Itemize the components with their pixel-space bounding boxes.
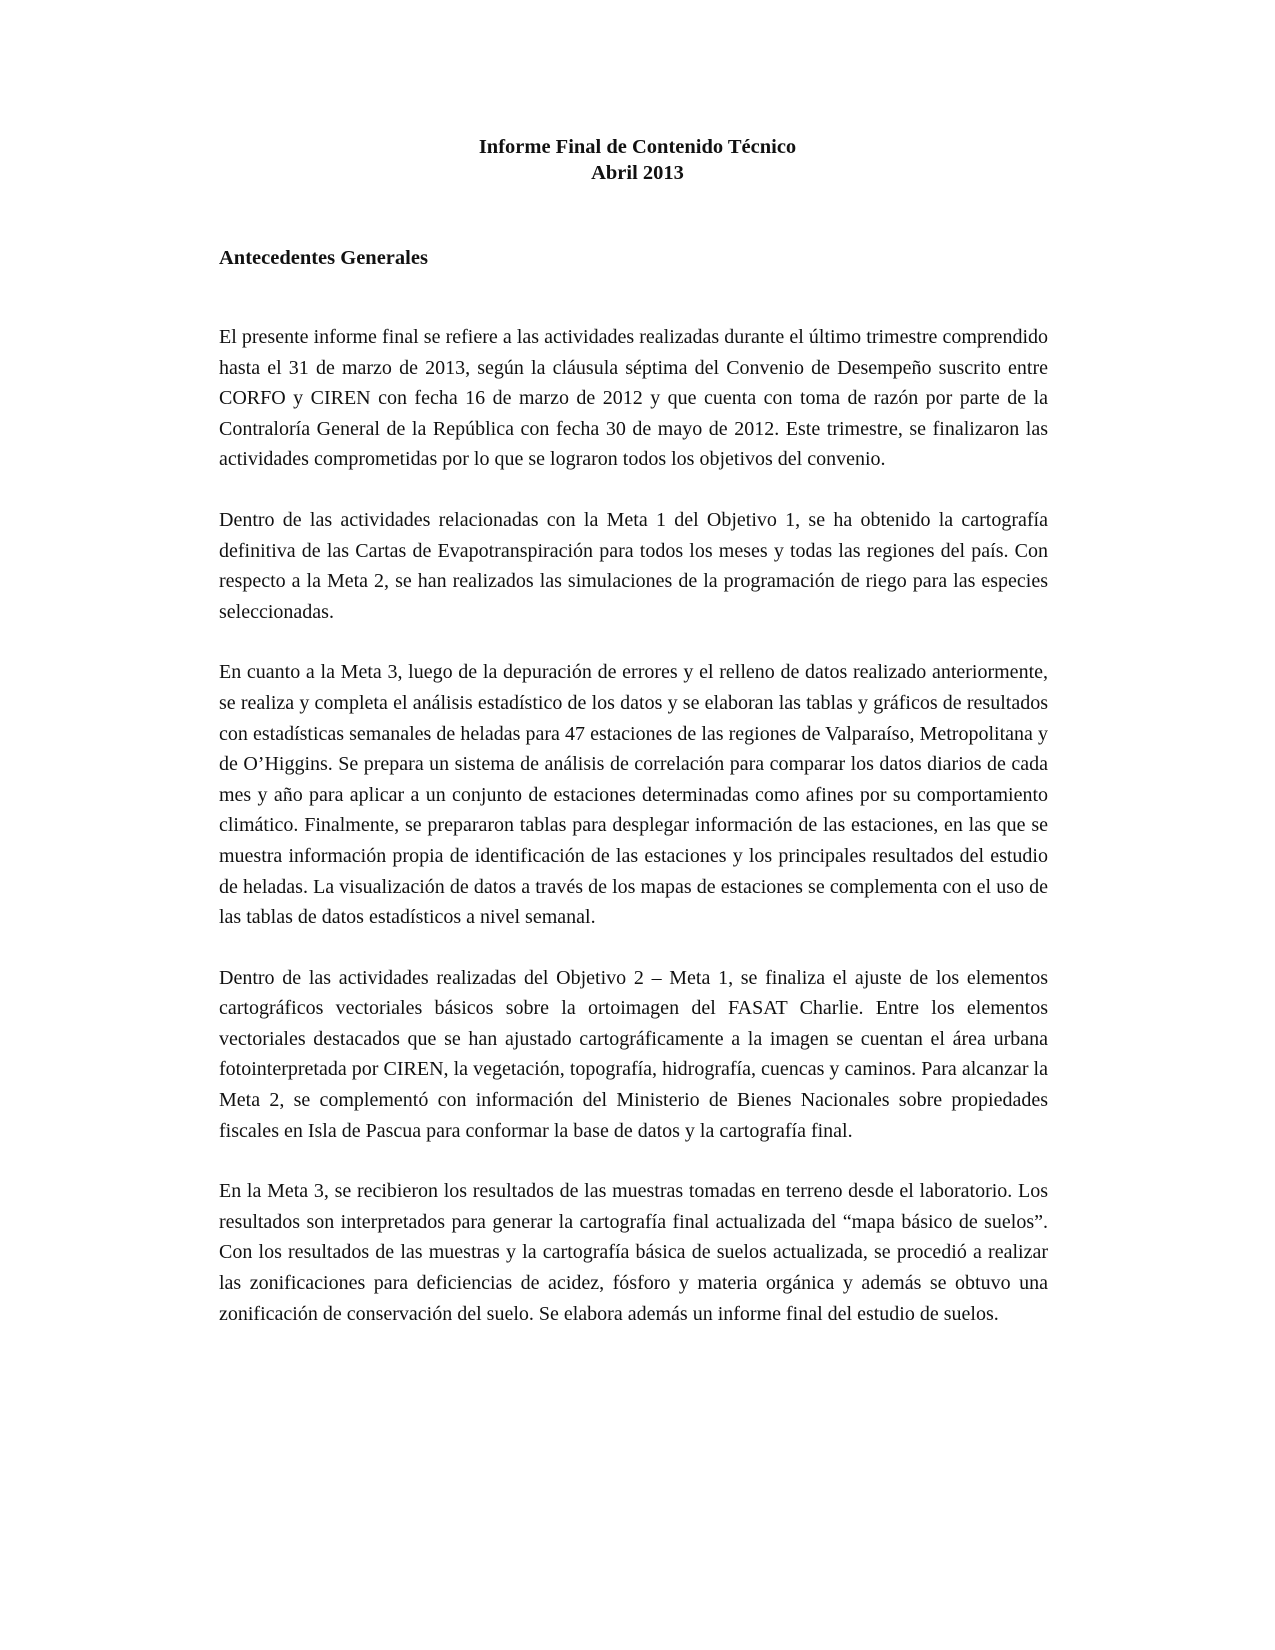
document-title (0, 134, 1275, 186)
paragraph-2: Dentro de las actividades relacionadas con la Meta 1 del Objetivo 1, se ha obtenido la cartografía definitiva de las Cartas de Evapotranspiración para todos los meses y todas las regiones del país. Con respecto a la Meta 2, se han realizados las simulaciones de la programación de riego para las especies seleccionadas. (219, 508, 1048, 623)
paragraph-1: El presente informe final se refiere a las actividades realizadas durante el último trimestre comprendido hasta el 31 de marzo de 2013, según la cláusula séptima del Convenio de Desempeño suscrito entre CORFO y CIREN con fecha 16 de marzo de 2012 y que cuenta con toma de razón por parte de la Contraloría General de la República con fecha 30 de mayo de 2012. Este trimestre, se finalizaron las actividades comprometidas por lo que se lograron todos los objetivos del convenio. (219, 326, 1048, 471)
paragraph-5: En la Meta 3, se recibieron los resultados de las muestras tomadas en terreno desde el laboratorio. Los resultados son interpretados para generar la cartografía final actualizada del “mapa básico de suelos”. Con los resultados de las muestras y la cartografía básica de suelos actualizada, se procedió a realizar las zonificaciones para deficiencias de acidez, fósforo y materia orgánica y además se obtuvo una zonificación de conservación del suelo. Se elabora además un informe final del estudio de suelos. (219, 1180, 1048, 1325)
section-heading: Antecedentes Generales (219, 247, 428, 269)
document-body (219, 322, 1048, 1359)
title-line-1: Informe Final de Contenido Técnico (478, 136, 797, 158)
title-line-2: Abril 2013 (591, 162, 684, 184)
paragraph-3: En cuanto a la Meta 3, luego de la depuración de errores y el relleno de datos realizado anteriormente, se realiza y completa el análisis estadístico de los datos y se elaboran las tablas y gráficos de resultados con estadísticas semanales de heladas para 47 estaciones de las regiones de Valparaíso, Metropolitana y de O’Higgins. Se prepara un sistema de análisis de correlación para comparar los datos diarios de cada mes y año para aplicar a un conjunto de estaciones determinadas como afines por su comportamiento climático. Finalmente, se prepararon tablas para desplegar información de las estaciones, en las que se muestra información propia de identificación de las estaciones y los principales resultados del estudio de heladas. La visualización de datos a través de los mapas de estaciones se complementa con el uso de las tablas de datos estadísticos a nivel semanal. (219, 661, 1048, 929)
paragraph-4: Dentro de las actividades realizadas del Objetivo 2 – Meta 1, se finaliza el ajuste de los elementos cartográficos vectoriales básicos sobre la ortoimagen del FASAT Charlie. Entre los elementos vectoriales destacados que se han ajustado cartográficamente a la imagen se cuentan el área urbana fotointerpretada por CIREN, la vegetación, topografía, hidrografía, cuencas y caminos. Para alcanzar la Meta 2, se complementó con información del Ministerio de Bienes Nacionales sobre propiedades fiscales en Isla de Pascua para conformar la base de datos y la cartografía final. (219, 966, 1048, 1142)
